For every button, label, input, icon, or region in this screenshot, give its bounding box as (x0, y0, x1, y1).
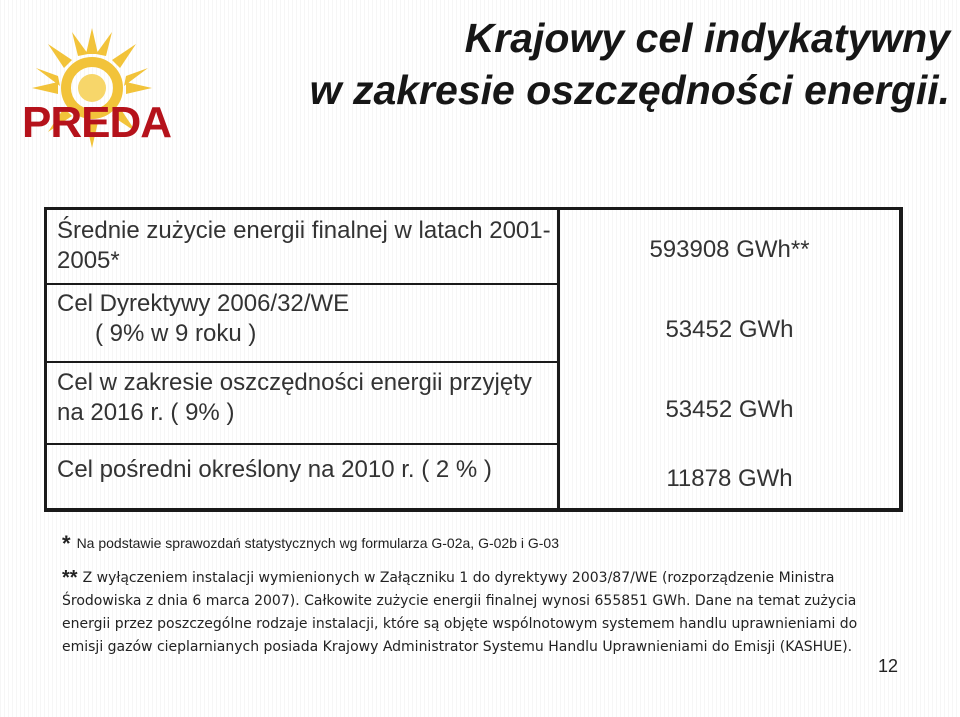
table-row-value: 11878 GWh (666, 465, 793, 492)
table-value-column (560, 210, 899, 508)
table-row-label-main: Cel Dyrektywy 2006/32/WE (57, 290, 350, 317)
table-row-label (47, 285, 557, 363)
footnotes (62, 533, 902, 659)
table-row-label: Średnie zużycie energii finalnej w latach 2001-2005* (47, 210, 557, 285)
table-label-column (47, 210, 560, 508)
table-row-value: 53452 GWh (665, 396, 794, 423)
footnote-1-text: Na podstawie sprawozdań statystycznych wg formularza G-02a, G-02b i G-03 (76, 535, 559, 551)
footnote-1-marker: * (62, 531, 71, 556)
footnote-1 (62, 533, 902, 554)
table-row-value: 593908 GWh** (649, 236, 810, 263)
table-row-label: Cel w zakresie oszczędności energii przyjęty na 2016 r. ( 9% ) (47, 363, 557, 445)
title-line-2: w zakresie oszczędności energii. (309, 67, 950, 113)
preda-logo (20, 28, 195, 178)
page-title (310, 12, 950, 116)
page-number: 12 (878, 656, 899, 676)
energy-target-table (44, 207, 903, 512)
footnote-2 (62, 567, 862, 659)
table-row-value: 53452 GWh (665, 316, 794, 343)
footnote-2-marker: ** (62, 567, 78, 589)
table-row-label-sub: ( 9% w 9 roku ) (95, 320, 257, 347)
title-line-1: Krajowy cel indykatywny (464, 15, 950, 61)
logo-text: PREDA (22, 98, 172, 147)
footnote-2-text: Z wyłączeniem instalacji wymienionych w Załączniku 1 do dyrektywy 2003/87/WE (rozporządzenie Ministra Środowiska z dnia 6 marca 2007). Całkowite zużycie energii finalnej wynosi 655851 GWh. Dane na temat zużycia energii przez poszczególne rodzaje instalacji, które są objęte wspólnotowym systemem handlu uprawnieniami do emisji gazów cieplarnianych posiada Krajowy Administrator Systemu Handlu Uprawnieniami do Emisji (KASHUE). (62, 570, 858, 655)
table-row-label: Cel pośredni określony na 2010 r. ( 2 % ) (57, 456, 492, 483)
